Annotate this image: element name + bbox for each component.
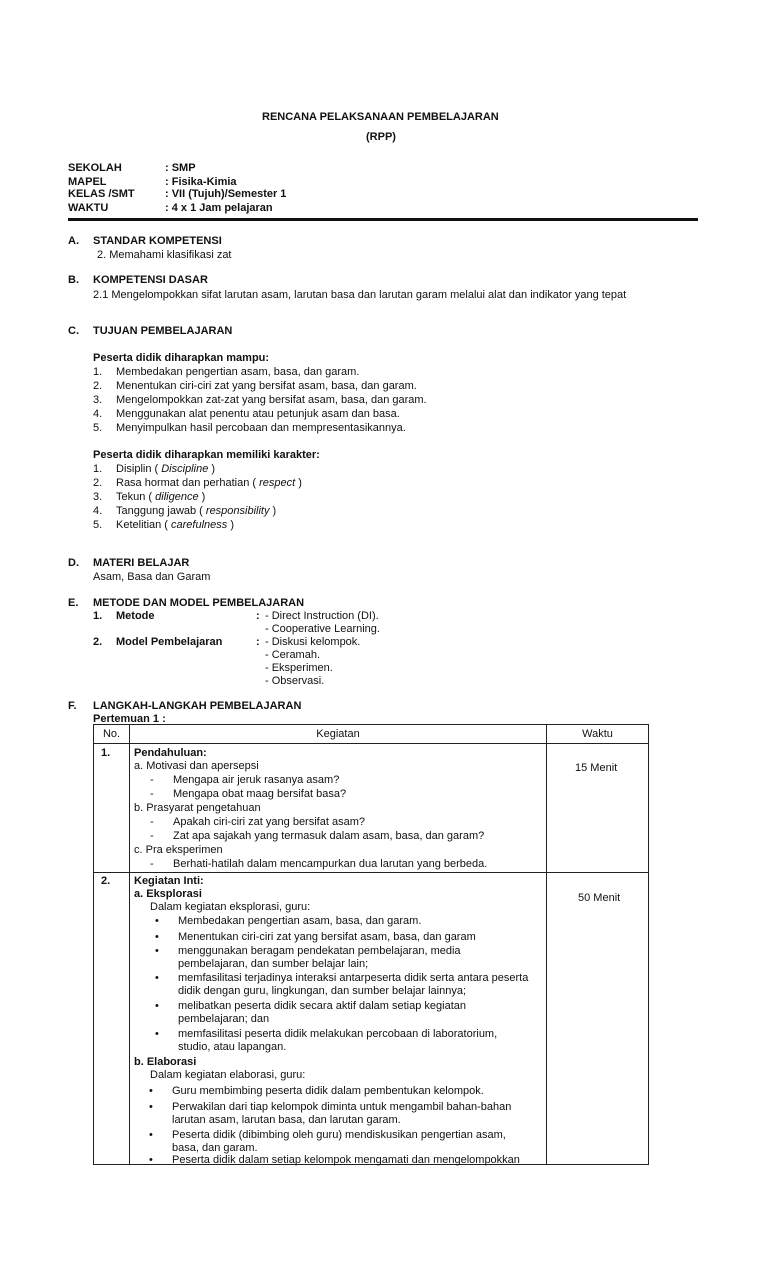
section-text: Asam, Basa dan Garam bbox=[93, 571, 211, 583]
activity-subheading: a. Motivasi dan apersepsi bbox=[134, 760, 259, 772]
section-heading: MATERI BELAJAR bbox=[93, 557, 190, 569]
activity-subheading: c. Pra eksperimen bbox=[134, 844, 223, 856]
duration-cell bbox=[547, 873, 649, 1165]
list-number: 5. bbox=[93, 519, 103, 531]
section-letter: C. bbox=[68, 325, 79, 337]
page-title: RENCANA PELAKSANAAN PEMBELAJARAN bbox=[262, 111, 499, 123]
bullet-icon: • bbox=[155, 1028, 159, 1040]
header-waktu: Waktu bbox=[547, 725, 649, 744]
duration: 15 Menit bbox=[575, 762, 618, 774]
section-letter: A. bbox=[68, 235, 79, 247]
activity-item: Menentukan ciri-ciri zat yang bersifat asam, basa, dan garam bbox=[178, 931, 476, 943]
method-item: - Observasi. bbox=[265, 675, 325, 687]
list-item: Tanggung jawab ( responsibility ) bbox=[116, 505, 277, 517]
table-header-row bbox=[94, 725, 649, 744]
activity-item: Apakah ciri-ciri zat yang bersifat asam? bbox=[173, 816, 365, 828]
meeting-label: Pertemuan 1 : bbox=[93, 713, 166, 725]
section-text: 2.1 Mengelompokkan sifat larutan asam, larutan basa dan larutan garam melalui alat dan indikator yang tepat bbox=[93, 289, 627, 301]
method-item: - Ceramah. bbox=[265, 649, 321, 661]
table-row bbox=[94, 744, 649, 873]
list-item: Menyimpulkan hasil percobaan dan mempresentasikannya. bbox=[116, 422, 406, 434]
activity-item: Guru membimbing peserta didik dalam pembentukan kelompok. bbox=[172, 1085, 484, 1097]
activity-title: Pendahuluan: bbox=[134, 747, 207, 759]
activity-cell bbox=[130, 744, 547, 873]
activity-item: Mengapa air jeruk rasanya asam? bbox=[173, 774, 340, 786]
list-item: Disiplin ( Discipline ) bbox=[116, 463, 216, 475]
activity-cell bbox=[130, 873, 547, 1165]
method-label: Model Pembelajaran bbox=[116, 636, 223, 648]
list-item: Menggunakan alat penentu atau petunjuk asam dan basa. bbox=[116, 408, 400, 420]
objectives-intro: Peserta didik diharapkan mampu: bbox=[93, 352, 270, 364]
section-heading: LANGKAH-LANGKAH PEMBELAJARAN bbox=[93, 700, 302, 712]
activity-item: menggunakan beragam pendekatan pembelajaran, media bbox=[178, 945, 461, 957]
list-item: Rasa hormat dan perhatian ( respect ) bbox=[116, 477, 302, 489]
activity-item-cont: didik dengan guru, lingkungan, dan sumber belajar lainnya; bbox=[178, 985, 467, 997]
activity-item-cont: basa, dan garam. bbox=[172, 1142, 258, 1154]
bullet-icon: • bbox=[149, 1154, 153, 1166]
activity-item: Membedakan pengertian asam, basa, dan garam. bbox=[178, 915, 422, 927]
dash-bullet: - bbox=[150, 816, 154, 828]
row-number: 1. bbox=[101, 747, 111, 759]
character-intro: Peserta didik diharapkan memiliki karakter: bbox=[93, 449, 320, 461]
list-item: Membedakan pengertian asam, basa, dan garam. bbox=[116, 366, 360, 378]
page-subtitle: (RPP) bbox=[366, 131, 396, 143]
section-text: 2. Memahami klasifikasi zat bbox=[97, 249, 232, 261]
bullet-icon: • bbox=[149, 1101, 153, 1113]
activity-subheading: b. Elaborasi bbox=[134, 1056, 197, 1068]
table-row bbox=[94, 873, 649, 1165]
bullet-icon: • bbox=[155, 915, 159, 927]
identity-label: MAPEL bbox=[68, 176, 107, 188]
list-item: Menentukan ciri-ciri zat yang bersifat asam, basa, dan garam. bbox=[116, 380, 417, 392]
section-letter: E. bbox=[68, 597, 79, 609]
activity-item: memfasilitasi peserta didik melakukan percobaan di laboratorium, bbox=[178, 1028, 498, 1040]
bullet-icon: • bbox=[155, 945, 159, 957]
method-number: 1. bbox=[93, 610, 103, 622]
activity-item: Perwakilan dari tiap kelompok diminta untuk mengambil bahan-bahan bbox=[172, 1101, 512, 1113]
list-item: Ketelitian ( carefulness ) bbox=[116, 519, 235, 531]
identity-value: : SMP bbox=[165, 162, 196, 174]
header-divider bbox=[68, 218, 698, 221]
section-heading: STANDAR KOMPETENSI bbox=[93, 235, 222, 247]
duration: 50 Menit bbox=[578, 892, 621, 904]
row-number: 2. bbox=[101, 875, 111, 887]
activity-item: memfasilitasi terjadinya interaksi antarpeserta didik serta antara peserta bbox=[178, 972, 529, 984]
activity-intro: Dalam kegiatan eksplorasi, guru: bbox=[150, 901, 311, 913]
section-letter: B. bbox=[68, 274, 79, 286]
section-letter: D. bbox=[68, 557, 79, 569]
method-item: - Eksperimen. bbox=[265, 662, 333, 674]
activity-item: Peserta didik (dibimbing oleh guru) mendiskusikan pengertian asam, bbox=[172, 1129, 506, 1141]
identity-value: : 4 x 1 Jam pelajaran bbox=[165, 202, 273, 214]
activity-item: Peserta didik dalam setiap kelompok mengamati dan mengelompokkan bbox=[172, 1154, 520, 1166]
dash-bullet: - bbox=[150, 774, 154, 786]
activity-item-cont: pembelajaran, dan sumber belajar lain; bbox=[178, 958, 369, 970]
activity-item-cont: larutan asam, larutan basa, dan larutan garam. bbox=[172, 1114, 401, 1126]
activity-item: Zat apa sajakah yang termasuk dalam asam, basa, dan garam? bbox=[173, 830, 485, 842]
section-heading: TUJUAN PEMBELAJARAN bbox=[93, 325, 233, 337]
activity-item-cont: studio, atau lapangan. bbox=[178, 1041, 287, 1053]
list-number: 4. bbox=[93, 505, 103, 517]
method-number: 2. bbox=[93, 636, 103, 648]
section-heading: KOMPETENSI DASAR bbox=[93, 274, 208, 286]
method-colon: : bbox=[256, 610, 260, 622]
method-colon: : bbox=[256, 636, 260, 648]
header-kegiatan: Kegiatan bbox=[130, 725, 547, 744]
activity-item: Mengapa obat maag bersifat basa? bbox=[173, 788, 347, 800]
list-number: 3. bbox=[93, 394, 103, 406]
bullet-icon: • bbox=[155, 972, 159, 984]
row-number-cell bbox=[94, 873, 130, 1165]
bullet-icon: • bbox=[149, 1085, 153, 1097]
header-no: No. bbox=[94, 725, 130, 744]
identity-label: SEKOLAH bbox=[68, 162, 122, 174]
identity-value: : VII (Tujuh)/Semester 1 bbox=[165, 188, 287, 200]
activity-subheading: a. Eksplorasi bbox=[134, 888, 202, 900]
dash-bullet: - bbox=[150, 788, 154, 800]
activity-title: Kegiatan Inti: bbox=[134, 875, 204, 887]
list-number: 3. bbox=[93, 491, 103, 503]
duration-cell bbox=[547, 744, 649, 873]
method-item: - Direct Instruction (DI). bbox=[265, 610, 379, 622]
list-number: 4. bbox=[93, 408, 103, 420]
dash-bullet: - bbox=[150, 830, 154, 842]
activities-table bbox=[93, 724, 649, 1165]
activity-item-cont: pembelajaran; dan bbox=[178, 1013, 270, 1025]
list-number: 2. bbox=[93, 380, 103, 392]
dash-bullet: - bbox=[150, 858, 154, 870]
activity-subheading: b. Prasyarat pengetahuan bbox=[134, 802, 261, 814]
bullet-icon: • bbox=[155, 1000, 159, 1012]
list-number: 1. bbox=[93, 463, 103, 475]
list-number: 5. bbox=[93, 422, 103, 434]
list-item: Mengelompokkan zat-zat yang bersifat asam, basa, dan garam. bbox=[116, 394, 427, 406]
section-heading: METODE DAN MODEL PEMBELAJARAN bbox=[93, 597, 305, 609]
row-number-cell bbox=[94, 744, 130, 873]
list-number: 2. bbox=[93, 477, 103, 489]
method-label: Metode bbox=[116, 610, 155, 622]
method-item: - Diskusi kelompok. bbox=[265, 636, 361, 648]
bullet-icon: • bbox=[155, 931, 159, 943]
bullet-icon: • bbox=[149, 1129, 153, 1141]
section-letter: F. bbox=[68, 700, 77, 712]
identity-value: : Fisika-Kimia bbox=[165, 176, 237, 188]
list-number: 1. bbox=[93, 366, 103, 378]
identity-label: KELAS /SMT bbox=[68, 188, 135, 200]
method-item: - Cooperative Learning. bbox=[265, 623, 380, 635]
list-item: Tekun ( diligence ) bbox=[116, 491, 206, 503]
identity-label: WAKTU bbox=[68, 202, 109, 214]
activity-item: melibatkan peserta didik secara aktif dalam setiap kegiatan bbox=[178, 1000, 466, 1012]
activity-item: Berhati-hatilah dalam mencampurkan dua larutan yang berbeda. bbox=[173, 858, 488, 870]
activity-intro: Dalam kegiatan elaborasi, guru: bbox=[150, 1069, 306, 1081]
